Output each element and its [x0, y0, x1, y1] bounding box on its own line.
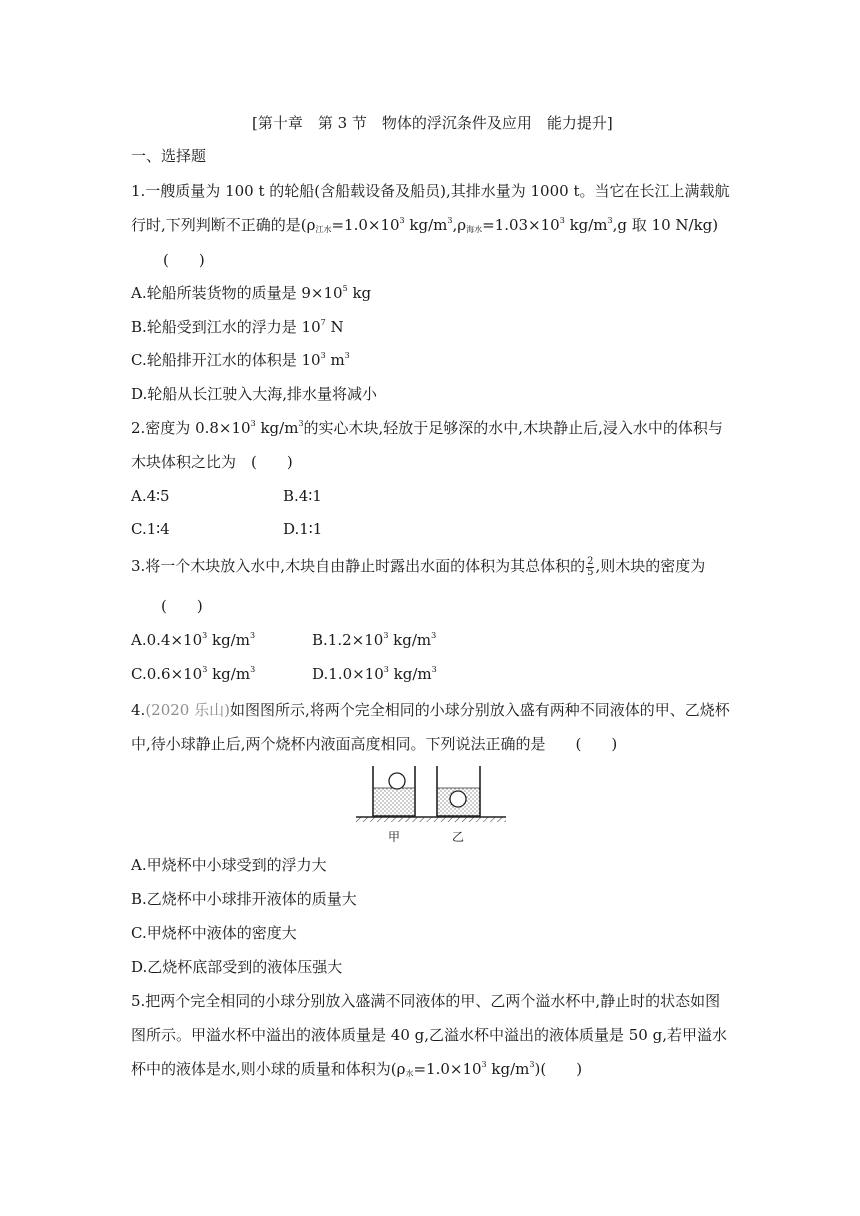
- section-heading: 一、选择题: [131, 147, 207, 165]
- q3-answer-paren: ( ): [161, 597, 203, 615]
- question-source: (2020 乐山): [145, 701, 230, 719]
- q4-line1: 4.(2020 乐山)如图图所示,将两个完全相同的小球分别放入盛有两种不同液体的甲、乙烧杯: [131, 701, 730, 719]
- q2-line1: 2.密度为 $0.8\times 10^3$ $kg/m^3$的实心木块,轻放于足够深的水中,木块静止后,浸入水中的体积与: [131, 419, 723, 437]
- q4-line2: 中,待小球静止后,两个烧杯内液面高度相同。下列说法正确的是 ( ): [131, 735, 618, 753]
- q3-option-d: $D.1.0\times 10^3$ $kg/m^3$: [312, 665, 437, 683]
- q1-option-b: B.轮船受到江水的浮力是 $10^7$ N: [131, 318, 344, 336]
- q2-option-b: B.4∶1: [283, 487, 322, 505]
- q1-line2: 行时,下列判断不正确的是($\rho_{江水}=1.0\times 10^3$ $kg/m^3,\rho_{海水}=1.03\times 10^3$ $kg/m^3,g$ 取 10 N/kg): [131, 216, 719, 234]
- q3-option-c: $C.0.6\times 10^3$ $kg/m^3$: [131, 665, 256, 683]
- q2-option-d: D.1∶1: [283, 520, 323, 538]
- q5-line3: 杯中的液体是水,则小球的质量和体积为($\rho_水=1.0\times 10^3$ $kg/m^3$)( ): [131, 1060, 583, 1078]
- q3-option-a: $A.0.4\times 10^3$ $kg/m^3$: [131, 631, 256, 649]
- q4-option-c: C.甲烧杯中液体的密度大: [131, 924, 297, 942]
- q4-option-b: B.乙烧杯中小球排开液体的质量大: [131, 890, 357, 908]
- q1-option-a: A.轮船所装货物的质量是 $9\times 10^5$ kg: [131, 284, 372, 302]
- page-title: [第十章 第 3 节 物体的浮沉条件及应用 能力提升]: [252, 114, 613, 132]
- q5-line1: 5.把两个完全相同的小球分别放入盛满不同液体的甲、乙两个溢水杯中,静止时的状态如图: [131, 992, 721, 1010]
- q2-option-c: C.1∶4: [131, 520, 170, 538]
- q1-line1: 1.一艘质量为 100 t 的轮船(含船载设备及船员),其排水量为 1000 t。当它在长江上满载航: [131, 182, 730, 200]
- q2-line2: 木块体积之比为 ( ): [131, 453, 293, 471]
- fraction: $\frac{2}{5}$: [587, 555, 594, 578]
- beaker-right-label: 乙: [452, 830, 465, 844]
- q3-option-b: $B.1.2\times 10^3$ $kg/m^3$: [312, 631, 437, 649]
- q2-option-a: A.4∶5: [131, 487, 170, 505]
- beaker-left: [373, 766, 415, 816]
- beaker-left-label: 甲: [388, 830, 401, 844]
- q3-line1: 3.将一个木块放入水中,木块自由静止时露出水面的体积为其总体积的 $\frac{2}{5}$ ,则木块的密度为: [131, 555, 706, 578]
- q5-line2: 图所示。甲溢水杯中溢出的液体质量是 40 g,乙溢水杯中溢出的液体质量是 50 g,若甲溢水: [131, 1026, 727, 1044]
- q1-option-d: D.轮船从长江驶入大海,排水量将减小: [131, 385, 378, 403]
- beaker-right: [437, 766, 480, 816]
- q4-option-a: A.甲烧杯中小球受到的浮力大: [131, 856, 327, 874]
- ball-left: [389, 773, 405, 789]
- q1-option-c: C.轮船排开江水的体积是 $10^3$ $m^3$: [131, 351, 350, 369]
- beakers-figure: [352, 762, 512, 848]
- ball-right: [450, 791, 466, 807]
- q4-option-d: D.乙烧杯底部受到的液体压强大: [131, 958, 343, 976]
- q1-answer-paren: ( ): [163, 251, 205, 269]
